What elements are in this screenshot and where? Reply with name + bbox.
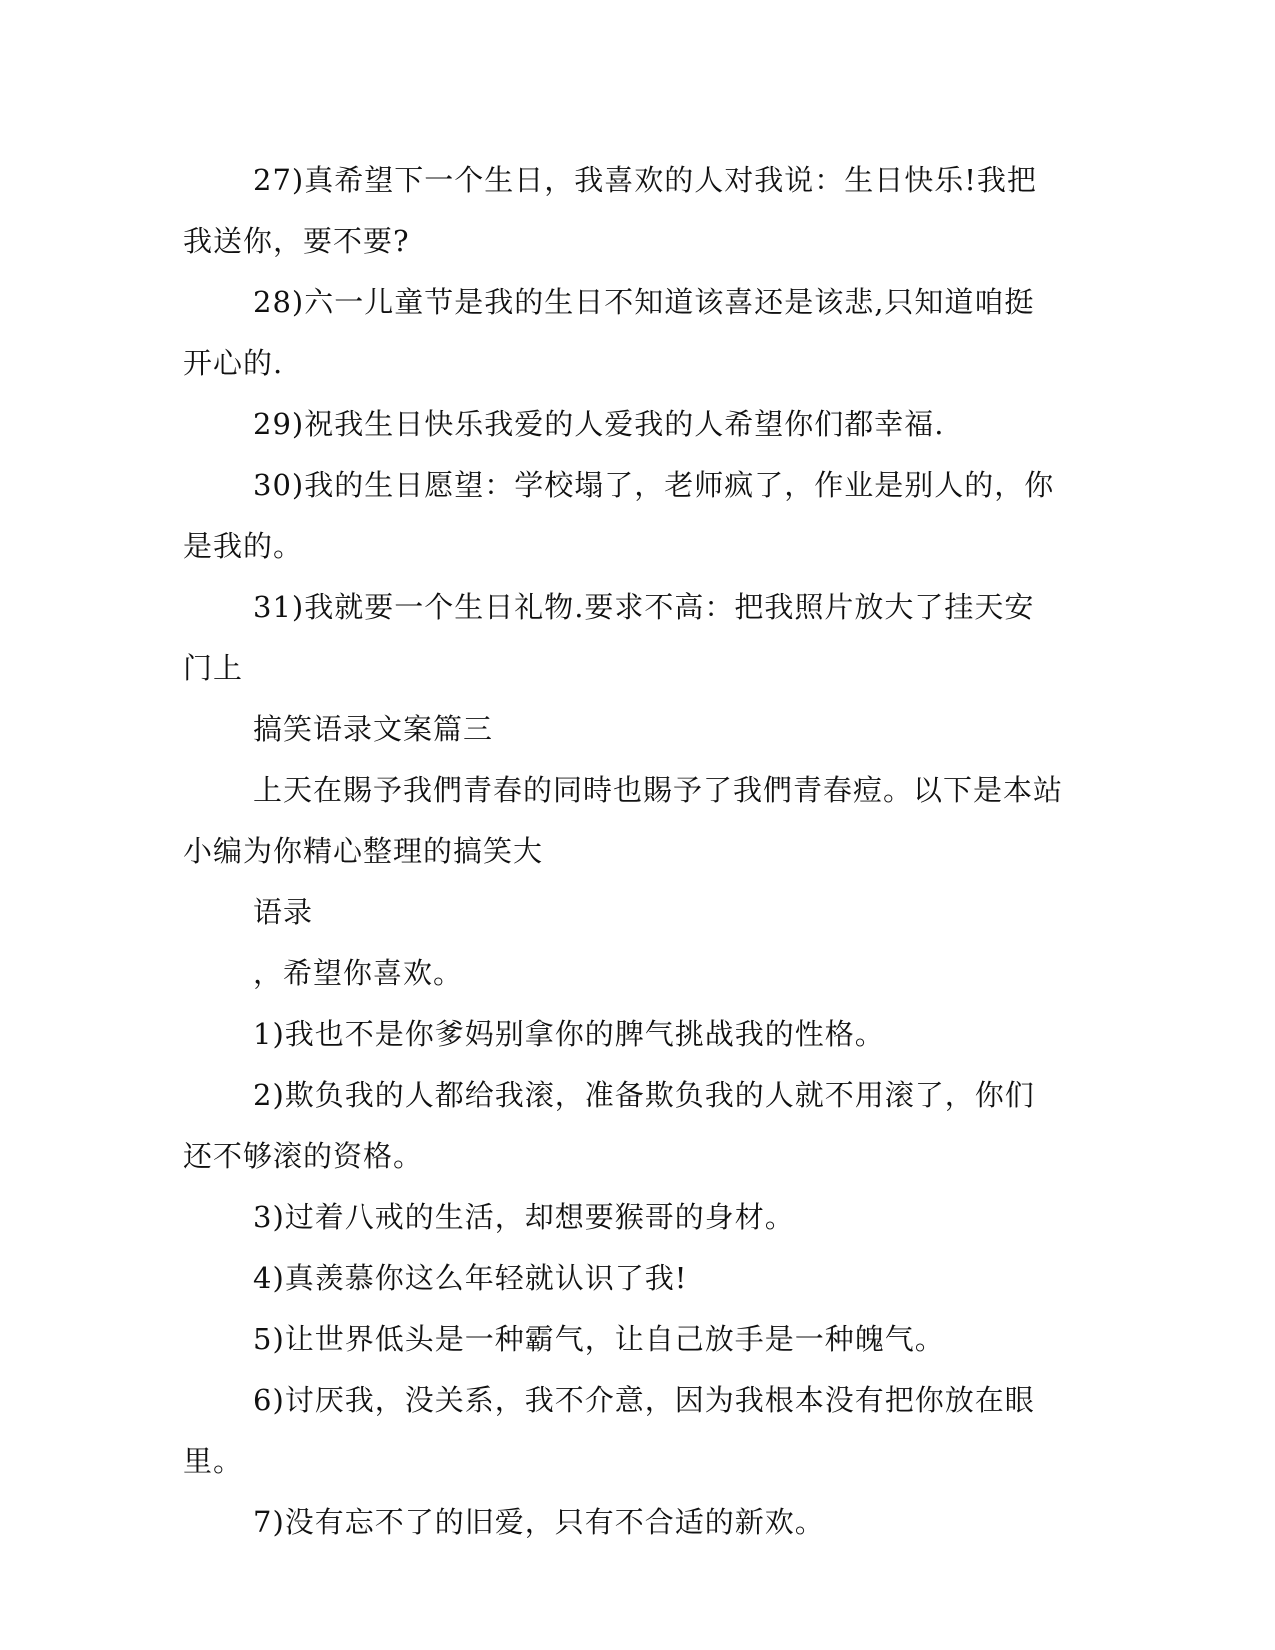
paragraph-31: 31)我就要一个生日礼物.要求不高：把我照片放大了挂天安门上 xyxy=(183,590,1035,685)
paragraph-29: 29)祝我生日快乐我爱的人爱我的人希望你们都幸福. xyxy=(253,407,945,441)
paragraph-27: 27)真希望下一个生日，我喜欢的人对我说：生日快乐!我把我送你，要不要? xyxy=(183,163,1037,258)
quote-2: 2)欺负我的人都给我滚，准备欺负我的人就不用滚了，你们还不够滚的资格。 xyxy=(183,1078,1035,1173)
document-body xyxy=(183,150,1063,1553)
quote-3: 3)过着八戒的生活，却想要猴哥的身材。 xyxy=(253,1200,795,1234)
section-heading: 搞笑语录文案篇三 xyxy=(253,712,494,746)
paragraph-30: 30)我的生日愿望：学校塌了，老师疯了，作业是别人的，你是我的。 xyxy=(183,468,1055,563)
intro-paragraph: 上天在賜予我們青春的同時也賜予了我們青春痘。以下是本站小编为你精心整理的搞笑大 xyxy=(183,773,1064,868)
paragraph-28: 28)六一儿童节是我的生日不知道该喜还是该悲,只知道咱挺开心的. xyxy=(183,285,1035,380)
quote-7: 7)没有忘不了的旧爱，只有不合适的新欢。 xyxy=(253,1505,825,1539)
quote-1: 1)我也不是你爹妈别拿你的脾气挑战我的性格。 xyxy=(253,1017,885,1051)
quote-6: 6)讨厌我，没关系，我不介意，因为我根本没有把你放在眼里。 xyxy=(183,1383,1035,1478)
intro-fragment-hope: ，希望你喜欢。 xyxy=(253,956,464,990)
quote-5: 5)让世界低头是一种霸气，让自己放手是一种魄气。 xyxy=(253,1322,945,1356)
quote-4: 4)真羡慕你这么年轻就认识了我! xyxy=(253,1261,688,1295)
intro-fragment-quotes: 语录 xyxy=(253,895,314,929)
